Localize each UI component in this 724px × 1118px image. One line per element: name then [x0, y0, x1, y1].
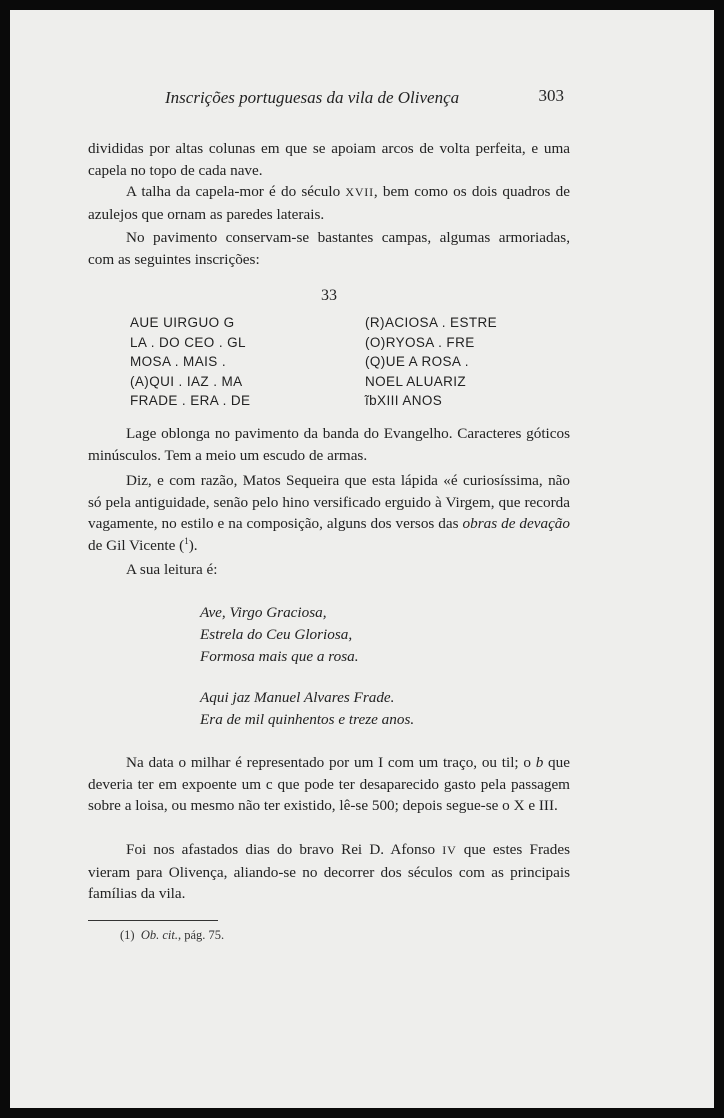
paragraph-2-text-a: A talha da capela-mor é do século — [126, 183, 346, 200]
inscription-line: (O)RYOSA . FRE — [365, 334, 475, 350]
footnote-reference[interactable]: 1 — [184, 535, 189, 546]
inscription-line: FRADE . ERA . DE — [130, 393, 251, 408]
inscription-number: 33 — [321, 287, 337, 304]
verse-line: Estrela do Ceu Gloriosa, — [200, 626, 353, 643]
inscription-line: (Q)UE A ROSA . — [365, 354, 469, 369]
reading-stanza-1 — [200, 602, 359, 668]
inscription-left-column — [130, 313, 250, 411]
book-page — [10, 10, 714, 1108]
paragraph-5-text-b: de Gil Vicente ( — [88, 536, 185, 554]
paragraph-3: No pavimento conservam-se bastantes campas, algumas armoriadas, com as seguintes inscrições: — [88, 229, 570, 268]
footnote-divider — [88, 920, 218, 921]
verse-line: Aqui jaz Manuel Alvares Frade. — [200, 689, 395, 706]
king-numeral: IV — [442, 843, 457, 857]
paragraph-2 — [88, 181, 570, 225]
paragraph-5 — [88, 470, 570, 556]
footnote-source: Ob. cit. — [140, 928, 178, 942]
inscription-line: (A)QUI . IAZ . MA — [130, 373, 243, 389]
paragraph-7 — [88, 752, 570, 817]
paragraph-5-text-a: Diz, e com razão, Matos Sequeira que esta lápida «é curiosíssima, não só pela antiguidade, senão pelo hino versificado erguido à Virgem, que recorda vagamente, no estilo e na composição, alguns dos versos das — [88, 472, 570, 532]
footnote — [120, 928, 224, 943]
inscription-line: NOEL ALUARIZ — [365, 373, 467, 389]
paragraph-2-text-b: , bem como os dois quadros de azulejos que ornam as paredes laterais. — [88, 183, 570, 223]
inscription-line: LA . DO CEO . GL — [130, 334, 246, 350]
paragraph-1: divididas por altas colunas em que se apoiam arcos de volta perfeita, e uma capela no topo de cada nave. — [88, 140, 570, 179]
inscription-line: MOSA . MAIS . — [130, 354, 226, 369]
work-title: obras de devação — [462, 515, 570, 532]
inscription-right-column — [365, 313, 497, 411]
paragraph-5-text-c: ). — [188, 536, 198, 554]
paragraph-4: Lage oblonga no pavimento da banda do Evangelho. Caracteres góticos minúsculos. Tem a meio um escudo de armas. — [88, 425, 570, 464]
paragraph-7-text-b: que deveria ter em expoente um c que pode ter desaparecido gasto pela passagem sobre a loisa, ou mesmo não ter existido, lê-se 500; depois segue-se o X e III. — [88, 754, 570, 814]
verse-line: Formosa mais que a rosa. — [200, 648, 359, 665]
letter-b: b — [535, 754, 544, 771]
running-title: Inscrições portuguesas da vila de Olivença — [165, 88, 460, 107]
paragraph-8 — [88, 839, 570, 905]
verse-line: Era de mil quinhentos e treze anos. — [200, 711, 415, 728]
verse-line: Ave, Virgo Graciosa, — [200, 604, 327, 621]
footnote-pages: , pág. 75. — [177, 928, 225, 942]
paragraph-8-text-a: Foi nos afastados dias do bravo Rei D. Afonso — [126, 841, 443, 858]
paragraph-6: A sua leitura é: — [126, 561, 218, 578]
page-number: 303 — [538, 86, 564, 105]
reading-stanza-2 — [200, 687, 414, 731]
footnote-marker: (1) — [120, 928, 135, 942]
paragraph-8-text-b: que estes Frades vieram para Olivença, aliando-se no decorrer dos séculos com as principais famílias da vila. — [88, 841, 570, 902]
inscription-line: (R)ACIOSA . ESTRE — [365, 315, 498, 330]
inscription-line: ĩbXIII ANOS — [365, 393, 443, 408]
paragraph-7-text-a: Na data o milhar é representado por um I com um traço, ou til; o — [126, 754, 536, 771]
inscription-line: AUE UIRGUO G — [130, 315, 235, 330]
century-numeral: XVII — [345, 185, 374, 199]
